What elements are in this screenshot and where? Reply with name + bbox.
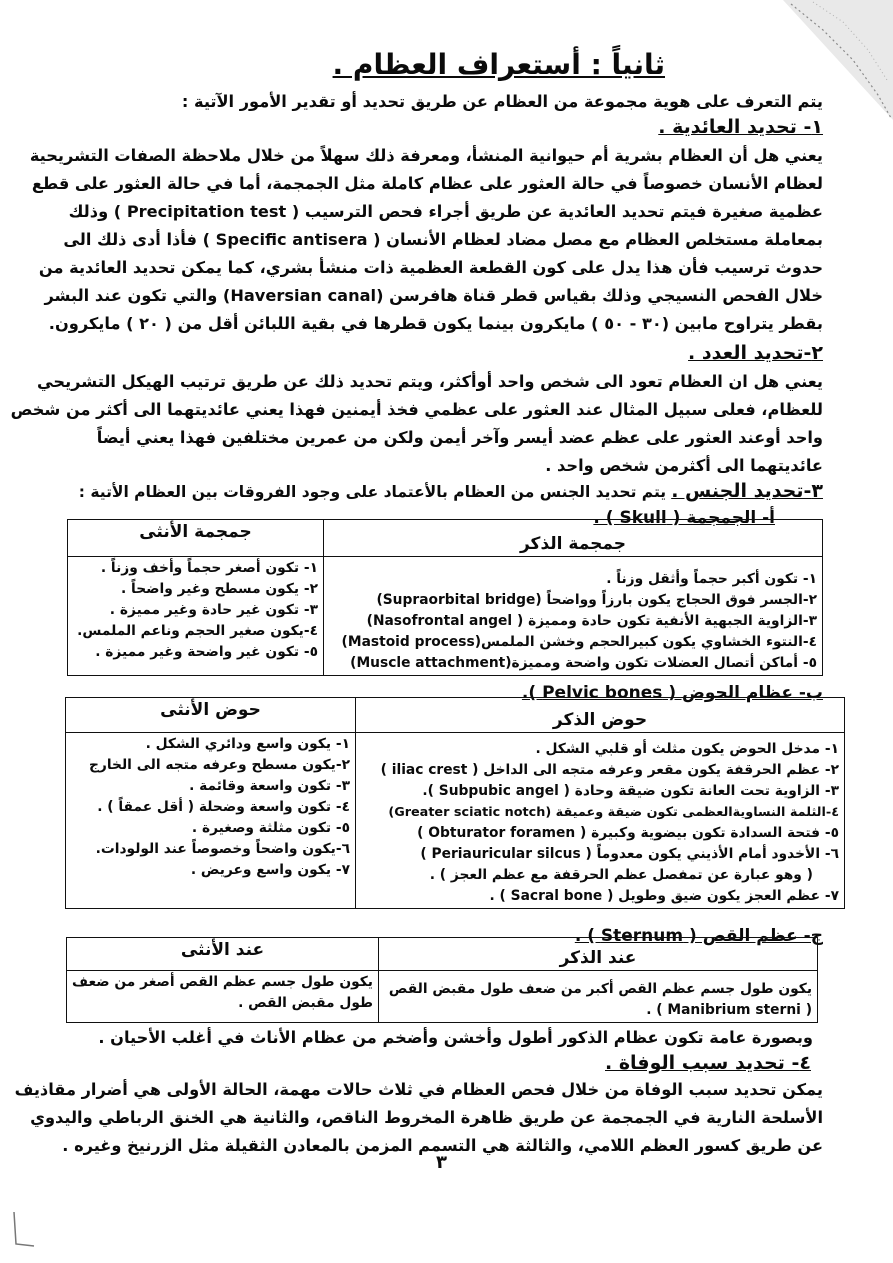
pelvis-male-item: ( وهو عبارة عن تمفصل عظم الحرقفة مع عظم العجز ) . [429, 867, 813, 883]
pelvis-male-item: ٧- عظم العجز يكون ضيق وطويل ( Sacral bone ) . [489, 888, 839, 904]
sternum-female-cell [67, 971, 379, 1023]
section-3-heading: ٣-تحديد الجنس . [671, 480, 823, 502]
pelvis-female-header: حوض الأنثى [66, 698, 356, 733]
section-1-line: عظمية صغيرة فيتم تحديد العائدية عن طريق أجراء فحص الترسيب ( Precipitation test ) وذلك [68, 202, 823, 221]
skull-subheading: أ- الجمجمة ( Skull ) . [593, 508, 775, 528]
skull-female-item: ٥- تكون غير واضحة وغير مميزة . [95, 644, 318, 660]
section-1-line: حدوث ترسيب فأن هذا يدل على كون القطعة العظمية ذات منشأ بشري، كما يمكن تحديد العائدية من [38, 258, 823, 277]
pelvis-female-cell [66, 733, 356, 909]
pelvis-female-item: ٤- تكون واسعة وضحلة ( أقل عمقاً ) . [97, 799, 350, 815]
pelvis-male-item: ٣- الزاوية تحت العانة تكون ضيقة وحادة ( Subpubic angel ). [422, 783, 839, 799]
pelvis-male-item: ٥- فتحة السدادة تكون بيضوية وكبيرة ( Obturator foramen ) [417, 825, 839, 841]
section-1-line: خلال الفحص النسيجي وذلك بقياس قطر قناة هافرسن (Haversian canal) والتي تكون عند البشر [44, 286, 823, 305]
scan-edge-mark [10, 1210, 40, 1250]
skull-male-cell [324, 557, 823, 676]
skull-female-item: ٢- يكون مسطح وغير واضحاً . [121, 581, 318, 597]
section-1-line: يعني هل أن العظام بشرية أم حيوانية المنشأ، ومعرفة ذلك سهلاً من خلال ملاحظة الصفات التشريحية [29, 146, 823, 165]
page-number: ٣ [436, 1152, 447, 1173]
sternum-male-cell [379, 971, 818, 1023]
skull-male-item: ٣-الزاوية الجبهية الأنفية تكون حادة ومميزة ( Nasofrontal angel) [366, 613, 817, 629]
section-1-line: بمعاملة مستخلص العظام مع مصل مضاد لعظام الأنسان ( Specific antisera ) فأذا أدى ذلك الى [63, 230, 823, 249]
pelvis-female-item: ٦-يكون واضحاً وخصوصاً عند الولودات. [95, 841, 350, 857]
pelvis-male-item: ١- مدخل الحوض يكون مثلث أو قلبي الشكل . [535, 741, 839, 757]
pelvis-female-item: ٥- تكون مثلثة وصغيرة . [191, 820, 350, 836]
section-1-body [30, 142, 823, 338]
page-title: ثانياً : أستعراف العظام . [332, 48, 665, 81]
section-3-intro: يتم تحديد الجنس من العظام بالأعتماد على وجود الفروقات بين العظام الأتية : [78, 483, 667, 501]
section-2-heading: ٢-تحديد العدد . [688, 342, 823, 364]
pelvis-male-item: ٦- الأخدود أمام الأذيني يكون معدوماً ( Periauricular silcus ) [420, 846, 839, 862]
sternum-female-item: طول مقبض القص . [238, 995, 373, 1011]
pelvis-male-header: حوض الذكر [356, 698, 845, 733]
section-1-line: لعظام الأنسان خصوصاً في حالة العثور على عظام كاملة مثل الجمجمة، أما في حالة العثور على قطع [31, 174, 823, 193]
skull-male-header: جمجمة الذكر [324, 520, 823, 557]
section-4-body [15, 1076, 823, 1160]
section-2-line: للعظام، فعلى سبيل المثال عند العثور على عظمي فخذ أيمنين فهذا يعني عائديتهما الى أكثر من شخص [10, 400, 823, 419]
section-2-body [11, 368, 823, 480]
general-note: وبصورة عامة تكون عظام الذكور أطول وأخشن وأضخم من عظام الأناث في أغلب الأحيان . [98, 1028, 813, 1047]
pelvis-female-item: ٣- تكون واسعة وقائمة . [189, 778, 350, 794]
section-1-heading: ١- تحديد العائدية . [658, 116, 823, 138]
pelvis-female-item: ٢-يكون مسطح وعرفه متجه الى الخارج [88, 757, 350, 773]
section-4-line: الأسلحة النارية في الجمجمة عن طريق ظاهرة المخروط الناقص، والثانية هي الخنق الرباطي واليدوي [30, 1108, 823, 1127]
section-2-line: يعني هل ان العظام تعود الى شخص واحد أوأكثر، ويتم تحديد ذلك عن طريق ترتيب الهيكل التشريحي [37, 372, 823, 391]
sternum-male-item: يكون طول جسم عظم القص أكبر من ضعف طول مقبض القص [388, 981, 812, 997]
pelvis-subheading: ب- عظام الحوض ( Pelvic bones ). [521, 683, 823, 703]
pelvis-male-item: ٤-الثلمة النساويةالعظمى تكون ضيقة وعميقة (Greater sciatic notch) [388, 805, 839, 820]
pelvis-female-item: ١- يكون واسع ودائري الشكل . [145, 736, 350, 752]
skull-male-item: ٢-الجسر فوق الحجاج يكون بارزاً وواضحاً (Supraorbital bridge) [376, 592, 817, 608]
skull-male-item: ٥- أماكن أتصال العضلات تكون واضحة ومميزة(Muscle attachment) [350, 655, 817, 671]
pelvis-male-cell [356, 733, 845, 909]
skull-male-item: ٤-النتوء الخشاوي يكون كبيرالحجم وخشن الملمس(Mastoid process) [341, 634, 817, 650]
sternum-table [66, 937, 818, 1023]
pelvis-table [65, 697, 845, 909]
section-3-heading-row [79, 478, 823, 506]
section-2-line: واحد أوعند العثور على عظم عضد أيسر وآخر أيمن ولكن من عمرين مختلفين فهذا يعني أيضاً [96, 428, 823, 447]
sternum-male-header: عند الذكر [379, 938, 818, 971]
sternum-male-item: ( Manibrium sterni ) . [646, 1002, 812, 1018]
section-4-line: عن طريق كسور العظم اللامي، والثالثة هي التسمم المزمن بالمعادن الثقيلة مثل الزرنيخ وغيره . [62, 1136, 823, 1155]
pelvis-male-item: ٢- عظم الحرقفة يكون مقعر وعرفه متجه الى الداخل ( iliac crest ) [380, 762, 839, 778]
skull-female-header: جمجمة الأنثى [68, 520, 324, 557]
skull-female-item: ٤-يكون صغير الحجم وناعم الملمس. [77, 623, 318, 639]
sternum-female-item: يكون طول جسم عظم القص أصغر من ضعف [72, 974, 373, 990]
pelvis-female-item: ٧- يكون واسع وعريض . [190, 862, 350, 878]
skull-male-item: ١- تكون أكبر حجماً وأثقل وزناً . [606, 571, 817, 587]
sternum-subheading: ج- عظم القص ( Sternum ) . [574, 926, 823, 946]
skull-female-item: ١- تكون أصغر حجماً وأخف وزناً . [100, 560, 318, 576]
section-4-heading: ٤- تحديد سبب الوفاة . [605, 1052, 811, 1074]
skull-table [67, 519, 823, 676]
skull-female-cell [68, 557, 324, 676]
intro-text: يتم التعرف على هوية مجموعة من العظام عن طريق تحديد أو تقدير الأمور الآتية : [181, 92, 823, 111]
section-2-line: عائديتهما الى أكثرمن شخص واحد . [545, 456, 823, 475]
sternum-female-header: عند الأنثى [67, 938, 379, 971]
skull-female-item: ٣- تكون غير حادة وغير مميزة . [109, 602, 318, 618]
section-4-line: يمكن تحديد سبب الوفاة من خلال فحص العظام في ثلاث حالات مهمة، الحالة الأولى هي أضرار مقاذيف [14, 1080, 823, 1099]
section-1-line: بقطر يتراوح مابين (٣٠ - ٥٠ ) مايكرون بينما يكون قطرها في بقية اللبائن أقل من ( ٢٠ ) مايكرون. [48, 314, 823, 333]
